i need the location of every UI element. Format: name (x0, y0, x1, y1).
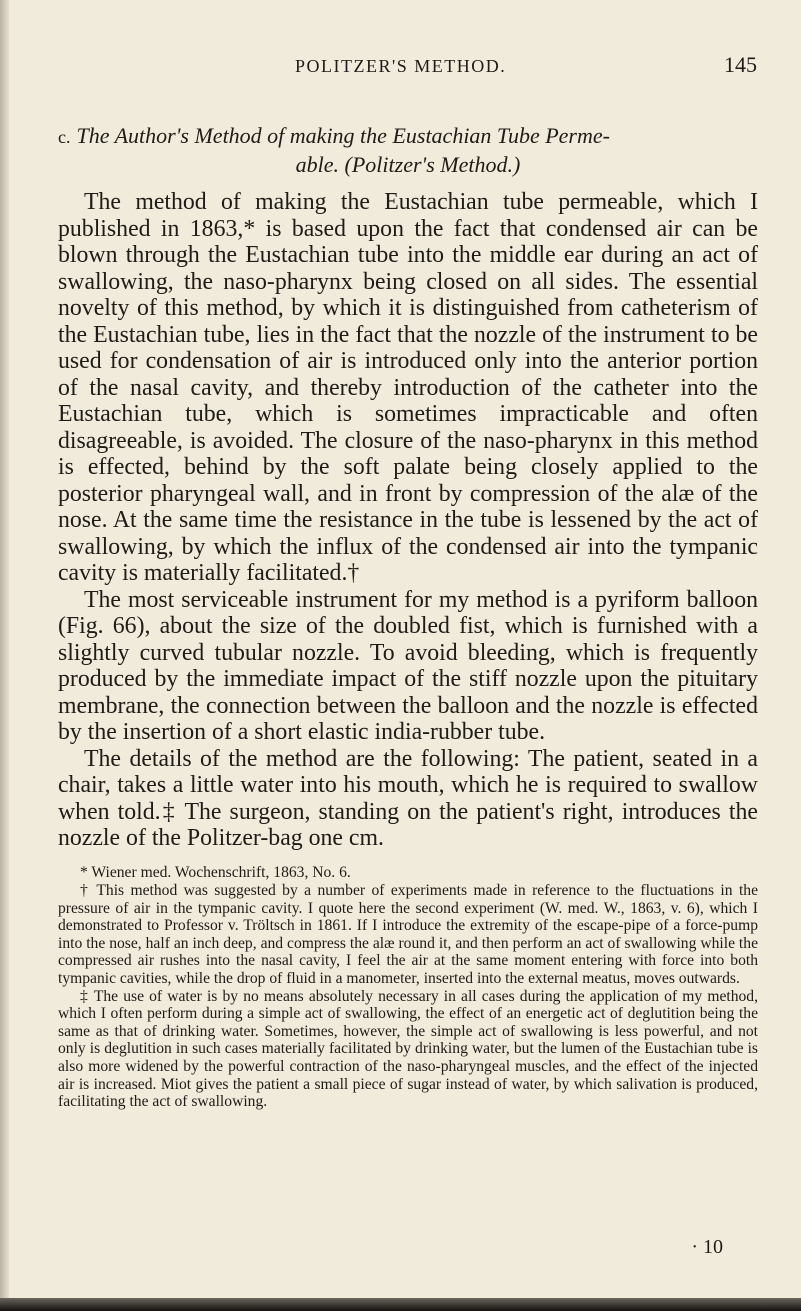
running-head: POLITZER'S METHOD. (295, 56, 507, 76)
paragraph-method-description: The method of making the Eustachian tube permeable, which I published in 1863,* is based upon the fact that condensed air can be blown through the Eustachian tube into the middle ear during an act of swallowing, the naso-pharynx being closed on all sides. The essential novelty of this method, by which it is distinguished from catheterism of the Eustachian tube, lies in the fact that the nozzle of the instrument to be used for condensation of air is introduced only into the anterior portion of the nasal cavity, and thereby introduction of the catheter into the Eustachian tube, which is sometimes impracticable and often disagreeable, is avoided. The closure of the naso-pharynx in this method is effected, behind by the soft palate being closely applied to the posterior pharyngeal wall, and in front by compression of the alæ of the nose. At the same time the resistance in the tube is lessened by the act of swallowing, by which the influx of the condensed air into the tympanic cavity is materially facilitated.† (58, 189, 758, 586)
section-label: c. (58, 127, 71, 147)
page-number: 145 (724, 52, 757, 77)
page-left-edge-shadow (0, 0, 9, 1311)
paragraph-instrument: The most serviceable instrument for my method is a pyriform balloon (Fig. 66), about the size of the doubled fist, which is furnished with a slightly curved tubular nozzle. To avoid bleeding, which is frequently produced by the immediate impact of the stiff nozzle upon the pituitary membrane, the connection between the balloon and the nozzle is effected by the insertion of a short elastic india-rubber tube. (58, 586, 758, 745)
paragraph-details: The details of the method are the following: The patient, seated in a chair, takes a little water into his mouth, which he is required to swallow when told.‡ The surgeon, standing on the patient's right, introduces the nozzle of the Politzer-bag one cm. (58, 745, 758, 851)
footnote-dagger: † This method was suggested by a number of experiments made in reference to the fluctuations in the pressure of air in the tympanic cavity. I quote here the second experiment (W. med. W., 1863, v. 6), which I demonstrated to Professor v. Tröltsch in 1861. If I introduce the extremity of the escape-pipe of a force-pump into the nose, half an inch deep, and compress the alæ round it, and then perform an act of swallowing while the compressed air rushes into the nasal cavity, I feel the air at the same moment entering with force into both tympanic cavities, while the drop of fluid in a manometer, inserted into the external meatus, moves outwards. (58, 882, 758, 988)
page-header (0, 52, 801, 82)
section-title-line-2: able. (Politzer's Method.) (295, 152, 521, 177)
footnote-double-dagger: ‡ The use of water is by no means absolutely necessary in all cases during the application of my method, which I often perform during a simple act of swallowing, the effect of an energetic act of deglutition being the same as that of drinking water. Sometimes, however, the simple act of swallowing is less powerful, and not only is deglutition in such cases materially facilitated by drinking water, but the lumen of the Eustachian tube is also more widened by the powerful contraction of the naso-pharyngeal muscles, and the effect of the injected air is increased. Miot gives the patient a small piece of sugar instead of water, by which salivation is produced, facilitating the act of swallowing. (58, 987, 758, 1111)
footnote-asterisk: * Wiener med. Wochenschrift, 1863, No. 6. (80, 863, 351, 881)
page-bottom-edge-shadow (0, 1298, 801, 1311)
page-body (58, 122, 758, 1111)
signature-mark: · 10 (691, 1236, 723, 1258)
footnotes (58, 864, 758, 1111)
section-heading (58, 122, 758, 179)
section-title-line-1: The Author's Method of making the Eustachian Tube Perme- (76, 123, 610, 148)
